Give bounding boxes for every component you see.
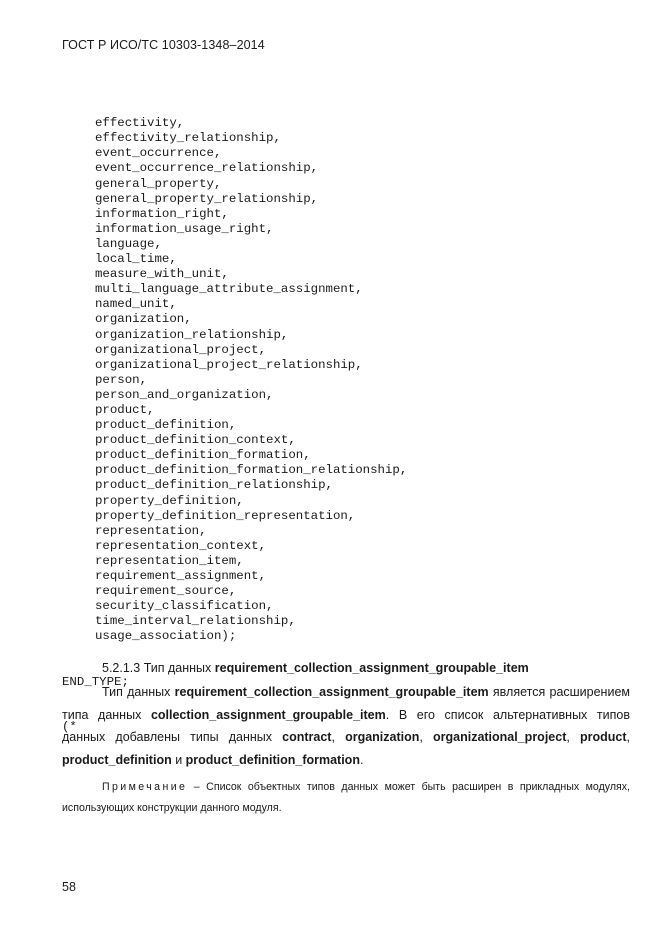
code-line: person, — [95, 372, 148, 387]
section-heading — [62, 657, 630, 680]
code-line: multi_language_attribute_assignment, — [95, 282, 363, 297]
code-line: property_definition, — [95, 493, 244, 508]
code-line: measure_with_unit, — [95, 267, 229, 282]
code-line: general_property_relationship, — [95, 191, 319, 206]
code-line: information_right, — [95, 206, 229, 221]
paragraph-term: product_definition — [62, 752, 172, 767]
code-line: language, — [95, 236, 162, 251]
code-line: product_definition_context, — [95, 433, 296, 448]
paragraph-text: , — [331, 730, 346, 744]
paragraph-term: collection_assignment_groupable_item — [150, 707, 386, 722]
code-line: event_occurrence, — [95, 146, 222, 161]
code-line: organizational_project_relationship, — [95, 357, 363, 372]
code-line: information_usage_right, — [95, 221, 274, 236]
code-line: property_definition_representation, — [95, 508, 356, 523]
note — [62, 777, 630, 819]
paragraph-text: . В его список альтернативных типов данных добавлены типы данных — [62, 707, 630, 744]
paragraph-text: , — [419, 730, 433, 744]
code-line: product, — [95, 402, 155, 417]
code-line: organizational_project, — [95, 342, 267, 357]
code-line: effectivity, — [95, 116, 185, 131]
paragraph-term: requirement_collection_assignment_groupable_item — [174, 685, 489, 699]
code-line: organization, — [95, 312, 192, 327]
paragraph-text: является расширением типа данных — [62, 685, 630, 722]
paragraph-text: и — [171, 752, 186, 767]
page-number: 58 — [62, 880, 76, 894]
code-line: representation_context, — [95, 538, 267, 553]
paragraph-text: , — [626, 730, 630, 744]
code-line: effectivity_relationship, — [95, 131, 281, 146]
code-line: requirement_assignment, — [95, 569, 267, 583]
code-line: representation_item, — [95, 553, 244, 568]
note-text: – Список объектных типов данных может быть расширен в прикладных модулях, использующих конструкции данного модуля. — [62, 781, 630, 814]
code-line: general_property, — [95, 176, 222, 191]
paragraph-text: Тип данных — [102, 685, 175, 699]
code-line: product_definition, — [95, 418, 237, 433]
code-line: product_definition_relationship, — [95, 478, 333, 493]
paragraph-text: , — [566, 730, 580, 744]
document-header: ГОСТ Р ИСО/ТС 10303-1348–2014 — [62, 38, 265, 52]
code-end-type: END_TYPE; — [62, 674, 129, 689]
code-line: named_unit, — [95, 297, 177, 312]
section-type-name: requirement_collection_assignment_groupable_item — [214, 661, 529, 675]
body-paragraph — [62, 681, 630, 771]
code-line: time_interval_relationship, — [95, 614, 296, 629]
section-number: 5.2.1.3 Тип данных — [102, 661, 215, 675]
code-line: security_classification, — [95, 599, 274, 614]
code-listing — [62, 86, 407, 750]
code-line: product_definition_formation_relationship, — [95, 463, 408, 478]
code-items — [62, 116, 407, 644]
paragraph-term: product_definition_formation — [185, 752, 360, 767]
code-line: local_time, — [95, 252, 177, 267]
paragraph-term: organizational_project — [433, 730, 567, 744]
code-line: person_and_organization, — [95, 387, 274, 402]
code-line: product_definition_formation, — [95, 448, 311, 463]
note-label: Примечание — [102, 781, 188, 793]
code-comment-open: (* — [62, 719, 77, 734]
code-line: requirement_source, — [95, 584, 237, 599]
paragraph-term: organization — [345, 730, 420, 744]
code-line: event_occurrence_relationship, — [95, 161, 319, 176]
code-line: organization_relationship, — [95, 327, 289, 342]
code-line: representation, — [95, 523, 207, 538]
paragraph-term: contract — [282, 730, 332, 744]
code-line: usage_association); — [95, 629, 237, 644]
paragraph-term: product — [579, 730, 627, 744]
paragraph-text: . — [359, 752, 364, 767]
